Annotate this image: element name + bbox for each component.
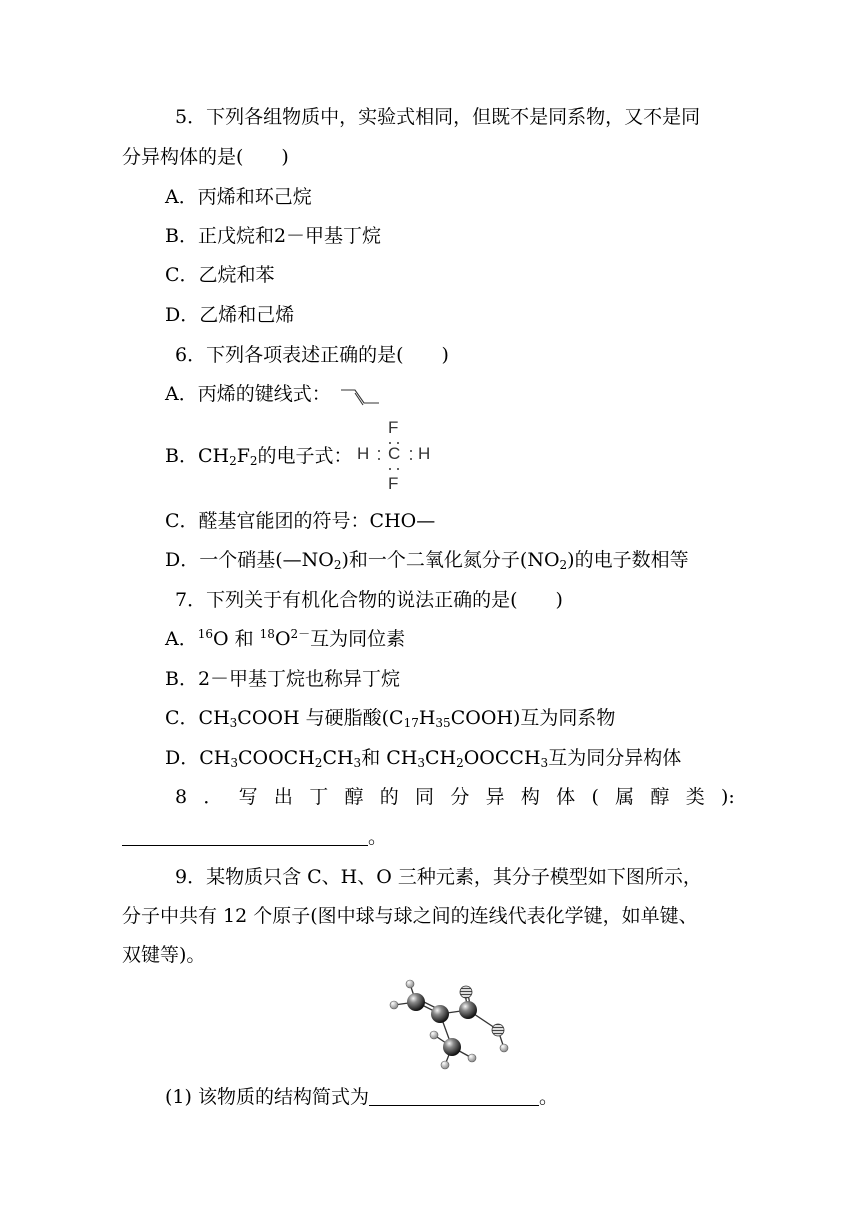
q6-option-c: C．醛基官能团的符号：CHO— bbox=[165, 510, 436, 532]
lewis-f-bottom: F bbox=[388, 474, 399, 493]
q9-line2: 分子中共有 12 个原子(图中球与球之间的连线代表化学键，如单键、 bbox=[122, 905, 698, 927]
q9-sub1-answer-blank[interactable] bbox=[369, 1085, 539, 1106]
q7-option-d: D．$CH_3COOCH_2CH_3$和 $CH_3CH_2OOCCH_3$互为同分异构体 bbox=[165, 747, 682, 770]
q5-option-a: A．丙烯和环己烷 bbox=[165, 186, 312, 208]
lewis-c-center: C bbox=[388, 444, 401, 463]
lewis-h-left: H bbox=[357, 444, 370, 463]
q9-line1: 9．某物质只含 C、H、O 三种元素，其分子模型如下图所示， bbox=[175, 866, 702, 888]
molecule-ball-stick-model bbox=[380, 972, 530, 1072]
q5-option-d: D．乙烯和己烯 bbox=[165, 304, 295, 326]
lewis-structure-ch2f2 bbox=[352, 418, 442, 498]
q9-sub1: (1) 该物质的结构简式为 。 bbox=[165, 1086, 558, 1108]
q7-stem: 7．下列关于有机化合物的说法正确的是( ) bbox=[175, 589, 563, 611]
lewis-h-right: H bbox=[418, 444, 431, 463]
q6-option-a bbox=[165, 381, 331, 407]
propene-skeletal-formula bbox=[338, 386, 382, 406]
q7-option-b: B．2－甲基丁烷也称异丁烷 bbox=[165, 668, 401, 690]
q8-answer-line: 。 bbox=[122, 824, 387, 850]
lewis-f-top: F bbox=[388, 418, 399, 437]
q6-stem: 6．下列各项表述正确的是( ) bbox=[175, 344, 449, 366]
q8-stem: 8 ． 写 出 丁 醇 的 同 分 异 构 体 ( 属 醇 类 ): bbox=[175, 786, 735, 808]
q7-option-a: A．$^{16}$O 和 $^{18}O^{2-}$互为同位素 bbox=[165, 627, 406, 650]
q7-option-c: C．$CH_3COOH$ 与硬脂酸$(C_{17}H_{35}COOH)$互为同系物 bbox=[165, 707, 616, 730]
q5-line2: 分异构体的是( ) bbox=[122, 146, 289, 168]
q8-answer-blank[interactable] bbox=[122, 825, 368, 846]
q5-option-c: C．乙烷和苯 bbox=[165, 264, 275, 286]
q5-option-b: B．正戊烷和2－甲基丁烷 bbox=[165, 225, 382, 247]
q6-option-d: D．一个硝基$(—NO_2)$和一个二氧化氮分子$(NO_2)$的电子数相等 bbox=[165, 549, 689, 572]
q5-line1: 5．下列各组物质中，实验式相同，但既不是同系物，又不是同 bbox=[175, 106, 701, 128]
q6-option-b: B．$CH_2F_2$的电子式： bbox=[165, 445, 353, 468]
q9-line3: 双键等)。 bbox=[122, 944, 206, 966]
q6-option-a-text: A．丙烯的键线式： bbox=[165, 383, 331, 405]
